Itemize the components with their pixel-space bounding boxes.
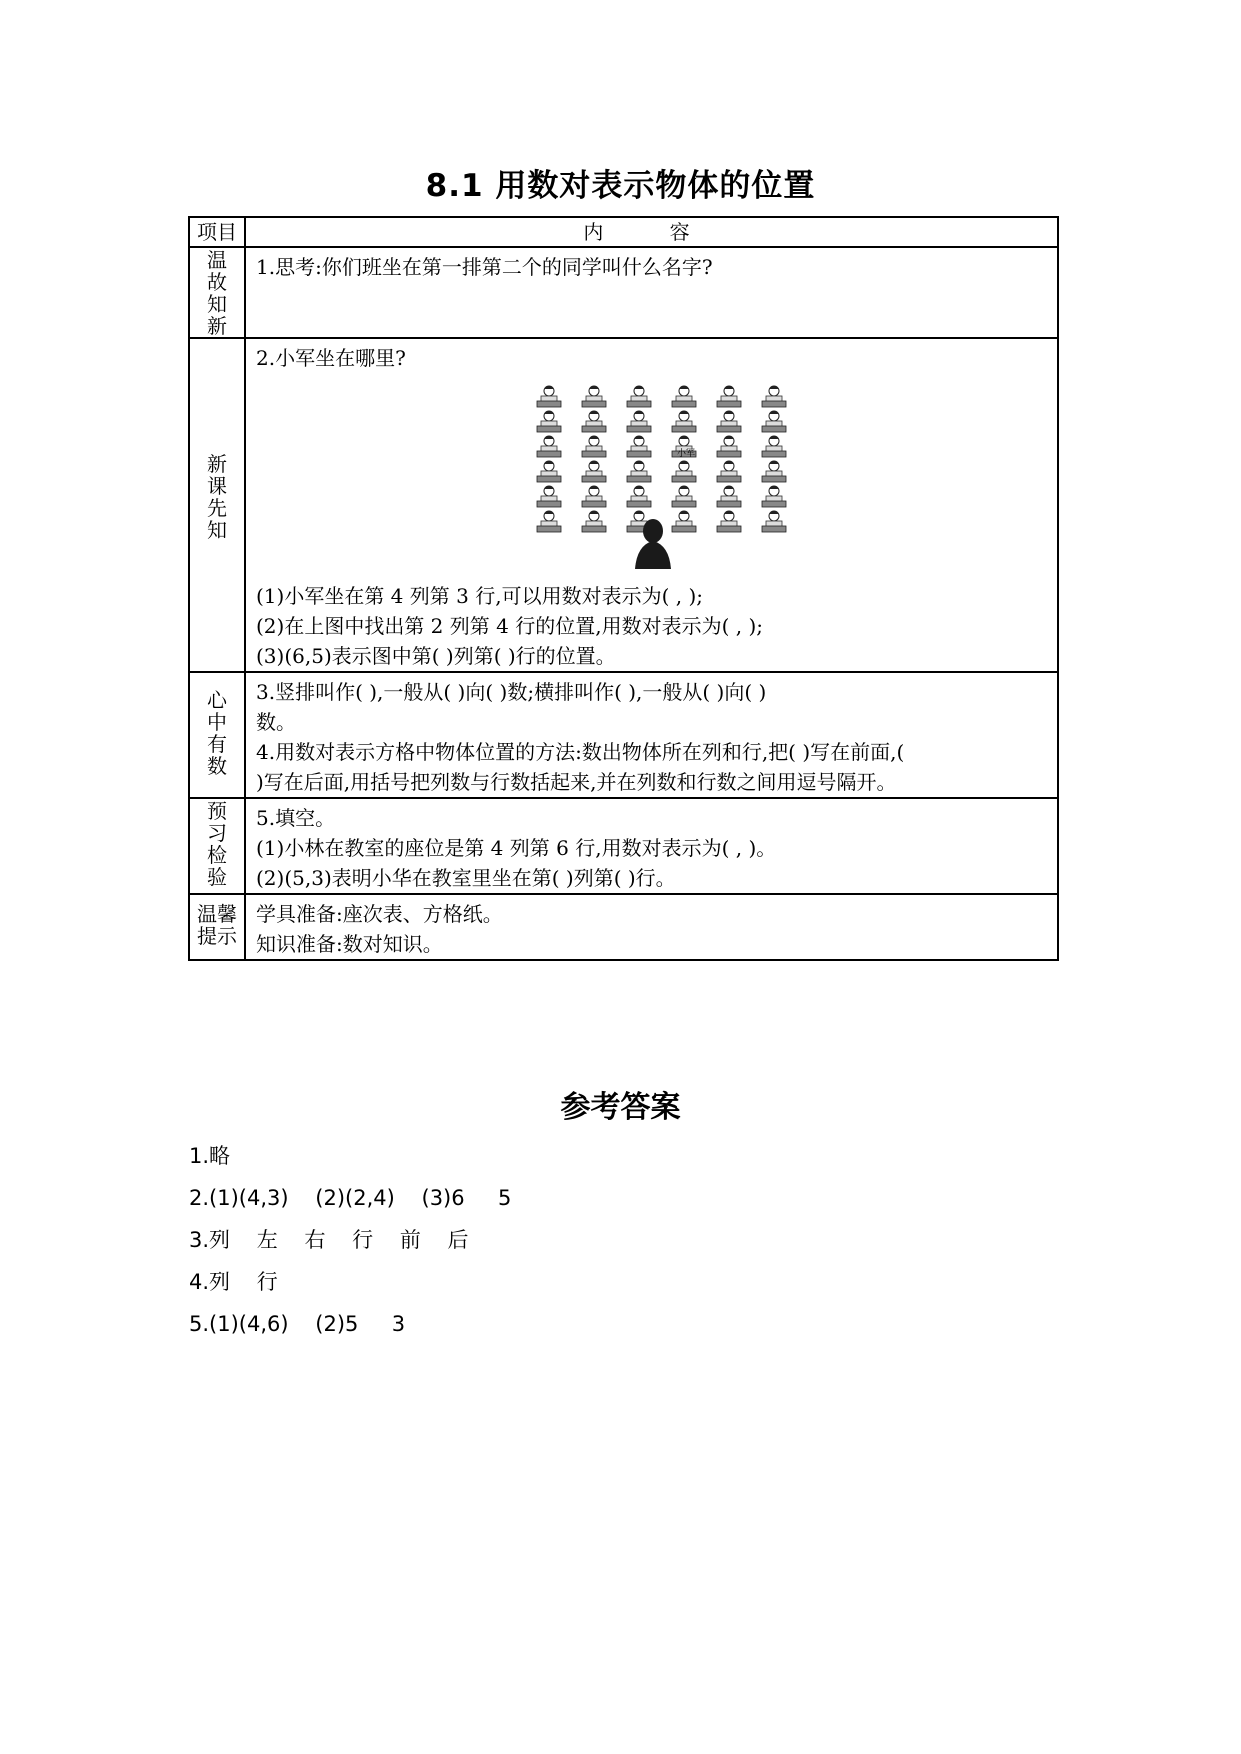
row-label: 预 习 检 验 [189, 798, 245, 894]
student-desk [537, 511, 561, 532]
student-desk [762, 386, 786, 407]
student-desk [627, 461, 651, 482]
student-desk [762, 436, 786, 457]
row-label: 温 故 知 新 [189, 247, 245, 338]
student-desk [582, 386, 606, 407]
table-row [189, 247, 1058, 338]
student-desk [582, 411, 606, 432]
student-desk [672, 461, 696, 482]
student-desk [627, 436, 651, 457]
question-line: (2)(5,3)表明小华在教室里坐在第( )列第( )行。 [256, 866, 676, 890]
row-content [245, 798, 1058, 894]
student-desk [537, 461, 561, 482]
student-desk [627, 486, 651, 507]
question-line: 知识准备:数对知识。 [256, 932, 443, 956]
row-label: 心 中 有 数 [189, 672, 245, 798]
header-content-cell [245, 217, 1058, 247]
row-label: 温馨 提示 [189, 894, 245, 960]
question-line: )写在后面,用括号把列数与行数括起来,并在列数和行数之间用逗号隔开。 [256, 770, 897, 794]
student-desk [582, 436, 606, 457]
student-desk [717, 461, 741, 482]
question-line: 学具准备:座次表、方格纸。 [256, 902, 503, 926]
classroom-illustration [517, 379, 787, 569]
table-row [189, 798, 1058, 894]
answers-title: 参考答案 [560, 1090, 681, 1125]
student-desk [582, 461, 606, 482]
answer-line: 4.列 行 [189, 1270, 278, 1294]
student-desk [582, 486, 606, 507]
table-row [189, 894, 1058, 960]
answer-line: 1.略 [189, 1144, 231, 1168]
answers-list [189, 1135, 511, 1345]
student-desk [717, 386, 741, 407]
question-line: (1)小军坐在第 4 列第 3 行,可以用数对表示为( , ); [256, 584, 703, 608]
row-content [245, 338, 1058, 672]
student-desk [627, 411, 651, 432]
table-header-row [189, 217, 1058, 247]
row-content [245, 672, 1058, 798]
question-line: 4.用数对表示方格中物体位置的方法:数出物体所在列和行,把( )写在前面,( [256, 740, 905, 764]
page-title: 8.1 用数对表示物体的位置 [425, 168, 816, 204]
question-line: 5.填空。 [256, 806, 336, 830]
classroom-picture [256, 379, 1047, 577]
student-desk [537, 486, 561, 507]
student-desk [762, 461, 786, 482]
question-line: (2)在上图中找出第 2 列第 4 行的位置,用数对表示为( , ); [256, 614, 763, 638]
student-desk [672, 511, 696, 532]
question-line: 数。 [256, 710, 296, 734]
student-desk [672, 411, 696, 432]
question-line: (1)小林在教室的座位是第 4 列第 6 行,用数对表示为( , )。 [256, 836, 777, 860]
student-desk [672, 386, 696, 407]
answer-line: 3.列 左 右 行 前 后 [189, 1228, 469, 1252]
header-label-cell [189, 217, 245, 247]
student-desk [717, 511, 741, 532]
header-content: 内 容 [583, 220, 720, 244]
row-content [245, 247, 1058, 338]
student-desk [672, 486, 696, 507]
student-desk [537, 386, 561, 407]
question-line: 3.竖排叫作( ),一般从( )向( )数;横排叫作( ),一般从( )向( ) [256, 680, 767, 704]
xiaojun-label: 小军 [676, 449, 695, 459]
lesson-table [188, 216, 1059, 961]
question-line: 1.思考:你们班坐在第一排第二个的同学叫什么名字? [256, 255, 713, 279]
student-desk [537, 436, 561, 457]
header-label: 项目 [197, 220, 237, 244]
student-desk [717, 411, 741, 432]
table-row [189, 672, 1058, 798]
student-desk [762, 411, 786, 432]
student-desk [627, 386, 651, 407]
student-desk [537, 411, 561, 432]
student-desk [717, 486, 741, 507]
student-desk [717, 436, 741, 457]
answer-line: 5.(1)(4,6) (2)5 3 [189, 1312, 406, 1336]
row-content [245, 894, 1058, 960]
student-desk [762, 511, 786, 532]
table-row [189, 338, 1058, 672]
student-desk [762, 486, 786, 507]
student-desk [582, 511, 606, 532]
question-line: 2.小军坐在哪里? [256, 346, 406, 370]
row-label: 新 课 先 知 [189, 338, 245, 672]
answer-line: 2.(1)(4,3) (2)(2,4) (3)6 5 [189, 1186, 512, 1210]
question-line: (3)(6,5)表示图中第( )列第( )行的位置。 [256, 644, 616, 668]
